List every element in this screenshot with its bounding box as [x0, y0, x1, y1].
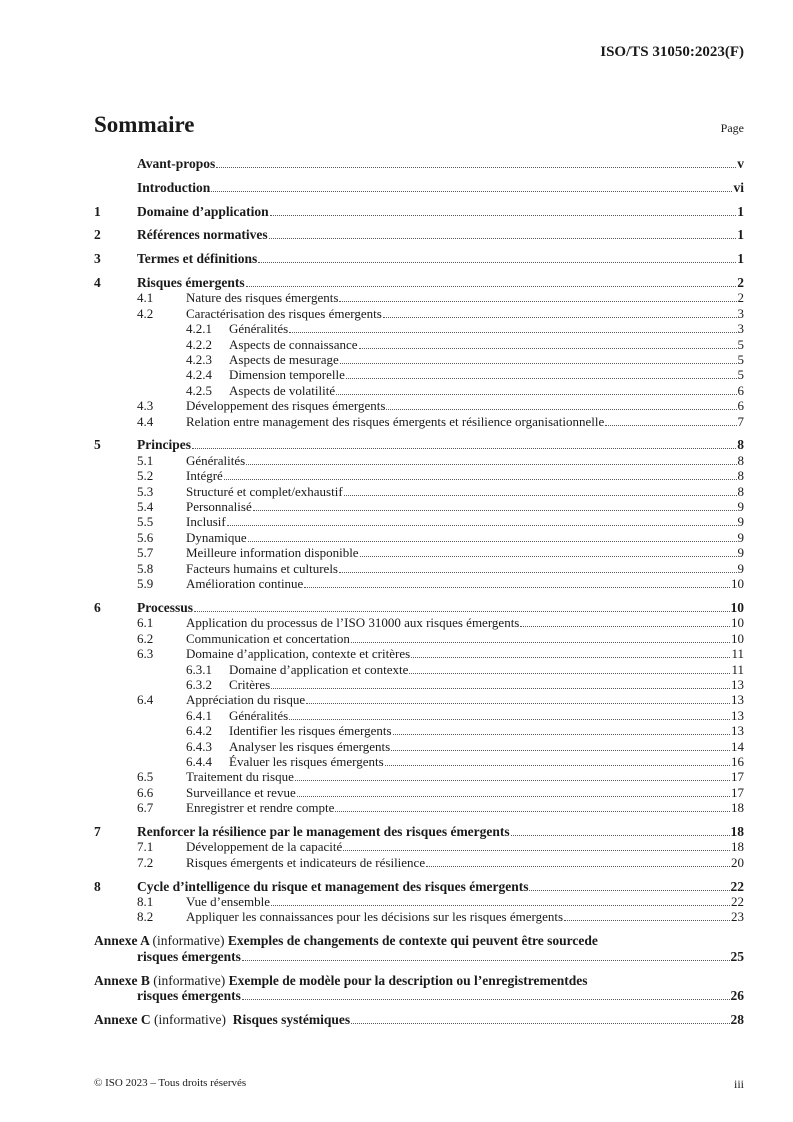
toc-entry-number: 6.2	[137, 630, 154, 646]
toc-entry-page: 3	[737, 305, 744, 321]
toc-entry-title: Facteurs humains et culturels	[186, 560, 338, 576]
toc-entry[interactable]	[94, 251, 744, 266]
annex-title: Exemples de changements de contexte qui peuvent être sourcede	[227, 933, 598, 949]
dot-leader	[297, 796, 730, 797]
toc-entry[interactable]	[94, 561, 744, 576]
dot-leader	[343, 850, 730, 851]
toc-entry-number: 7.2	[137, 854, 154, 870]
toc-entry-number: 8	[94, 878, 101, 894]
toc-entry-title: Généralités	[229, 707, 289, 723]
toc-entry[interactable]	[94, 367, 744, 382]
toc-annex-entry[interactable]	[94, 933, 744, 964]
toc-entry[interactable]	[94, 739, 744, 754]
toc-entry-title: Principes	[137, 437, 191, 453]
toc-entry-number: 5.5	[137, 514, 154, 530]
toc-annex-entry[interactable]	[94, 1012, 744, 1028]
dot-leader	[253, 510, 737, 511]
toc-entry-number: 6.6	[137, 784, 154, 800]
toc-entry-title: Aspects de connaissance	[229, 336, 358, 352]
dot-leader	[271, 688, 730, 689]
toc-entry-title: Personnalisé	[186, 499, 252, 515]
toc-entry-page: 7	[737, 413, 744, 429]
toc-entry-number: 7.1	[137, 839, 154, 855]
toc-entry[interactable]	[94, 204, 744, 219]
toc-entry-title: Risques émergents et indicateurs de résilience	[186, 854, 426, 870]
toc-entry-page: 13	[731, 723, 744, 739]
dot-leader	[306, 703, 730, 704]
copyright: © ISO 2023 – Tous droits réservés	[94, 1077, 247, 1089]
table-of-contents	[94, 156, 744, 1028]
dot-leader	[339, 572, 737, 573]
toc-entry-page: 9	[737, 499, 744, 515]
toc-entry-page: 9	[737, 560, 744, 576]
dot-leader	[227, 525, 737, 526]
toc-entry-title: Communication et concertation	[186, 630, 350, 646]
toc-entry-number: 5.4	[137, 499, 154, 515]
toc-entry[interactable]	[94, 824, 744, 839]
toc-entry-title: Appréciation du risque	[186, 692, 306, 708]
toc-entry-number: 5.1	[137, 452, 154, 468]
dot-leader	[211, 191, 732, 192]
page-number: iii	[733, 1077, 744, 1091]
toc-entry-number: 8.1	[137, 893, 154, 909]
toc-entry[interactable]	[94, 180, 744, 195]
toc-entry-title: Domaine d’application et contexte	[229, 661, 409, 677]
toc-entry-page: 18	[731, 800, 744, 816]
toc-entry-page: 8	[737, 437, 744, 453]
toc-entry-title: Analyser les risques émergents	[229, 738, 391, 754]
toc-entry-number: 4.2.5	[186, 382, 212, 398]
dot-leader	[194, 611, 730, 612]
toc-entry-number: 5.3	[137, 483, 154, 499]
toc-entry-number: 6.4	[137, 692, 154, 708]
toc-entry-title: Aspects de mesurage	[229, 352, 339, 368]
toc-entry-title: Introduction	[137, 179, 211, 195]
toc-entry-number: 4.2.2	[186, 336, 212, 352]
dot-leader	[339, 301, 736, 302]
toc-entry-number: 6.4.4	[186, 753, 212, 769]
toc-entry-number: 6.7	[137, 800, 154, 816]
dot-leader	[344, 495, 737, 496]
toc-entry-page: 3	[737, 321, 744, 337]
annex-label: Annexe B	[94, 972, 150, 988]
toc-entry-title: Évaluer les risques émergents	[229, 753, 384, 769]
toc-entry[interactable]	[94, 692, 744, 707]
toc-entry-title: Traitement du risque	[186, 769, 294, 785]
toc-entry-page: 8	[737, 452, 744, 468]
toc-entry[interactable]	[94, 227, 744, 242]
toc-entry-number: 4.2.3	[186, 352, 212, 368]
toc-entry-number: 5.7	[137, 545, 154, 561]
toc-entry-page: 10	[731, 630, 744, 646]
toc-entry-page: 17	[731, 784, 744, 800]
annex-label: Annexe C	[94, 1012, 151, 1028]
toc-entry[interactable]	[94, 414, 744, 429]
dot-leader	[351, 642, 730, 643]
dot-leader	[511, 835, 730, 836]
toc-entry-page: 2	[737, 274, 744, 290]
toc-entry-number: 4.1	[137, 290, 154, 306]
toc-entry-title: Enregistrer et rendre compte	[186, 800, 335, 816]
toc-entry[interactable]	[94, 275, 744, 290]
annex-title-cont: risques émergents	[137, 988, 241, 1004]
toc-entry[interactable]	[94, 754, 744, 769]
dot-leader	[411, 657, 730, 658]
toc-entry[interactable]	[94, 615, 744, 630]
toc-entry-title: Termes et définitions	[137, 251, 258, 267]
dot-leader	[304, 587, 730, 588]
dot-leader	[346, 378, 737, 379]
toc-entry-number: 5.8	[137, 560, 154, 576]
dot-leader	[336, 394, 736, 395]
toc-entry-title: Cycle d’intelligence du risque et management des risques émergents	[137, 878, 529, 894]
toc-entry[interactable]	[94, 576, 744, 591]
toc-entry-number: 2	[94, 227, 101, 243]
toc-entry-title: Renforcer la résilience par le management des risques émergents	[137, 823, 510, 839]
toc-entry-number: 6.5	[137, 769, 154, 785]
dot-leader	[529, 890, 729, 891]
toc-entry[interactable]	[94, 530, 744, 545]
toc-entry-page: 22	[731, 893, 744, 909]
annex-line	[94, 973, 744, 989]
toc-entry-title: Aspects de volatilité	[229, 382, 336, 398]
toc-entry-page: 5	[737, 336, 744, 352]
toc-entry-page: 11	[731, 661, 744, 677]
toc-entry-number: 6.3.2	[186, 676, 212, 692]
toc-entry-title: Caractérisation des risques émergents	[186, 305, 382, 321]
toc-entry[interactable]	[94, 855, 744, 870]
toc-entry-title: Généralités	[186, 452, 246, 468]
dot-leader	[520, 626, 730, 627]
annex-type: (informative)	[153, 972, 226, 988]
toc-entry-page: 10	[730, 599, 744, 615]
dot-leader	[295, 780, 730, 781]
annex-type: (informative)	[152, 933, 225, 949]
toc-entry[interactable]	[94, 646, 744, 661]
toc-entry-title: Dynamique	[186, 529, 247, 545]
dot-leader	[386, 409, 736, 410]
toc-entry-number: 6.4.2	[186, 723, 212, 739]
toc-entry-page: 1	[737, 251, 744, 267]
toc-entry[interactable]	[94, 545, 744, 560]
toc-entry[interactable]	[94, 484, 744, 499]
toc-entry-number: 3	[94, 251, 101, 267]
toc-entry-page: 16	[731, 753, 744, 769]
toc-entry-number: 8.2	[137, 909, 154, 925]
toc-entry[interactable]	[94, 769, 744, 784]
annex-title: Risques systémiques	[232, 1012, 351, 1028]
dot-leader	[289, 332, 736, 333]
toc-entry[interactable]	[94, 337, 744, 352]
dot-leader	[385, 765, 730, 766]
toc-entry[interactable]	[94, 514, 744, 529]
toc-entry-title: Références normatives	[137, 227, 268, 243]
toc-entry[interactable]	[94, 468, 744, 483]
annex-type: (informative)	[154, 1012, 226, 1028]
toc-entry[interactable]	[94, 398, 744, 413]
toc-entry-number: 6.4.1	[186, 707, 212, 723]
toc-entry-page: 23	[731, 909, 744, 925]
toc-entry-title: Surveillance et revue	[186, 784, 296, 800]
toc-entry[interactable]	[94, 156, 744, 171]
toc-entry-title: Appliquer les connaissances pour les décisions sur les risques émergents	[186, 909, 564, 925]
toc-entry-page: 1	[737, 203, 744, 219]
toc-entry-page: 10	[731, 576, 744, 592]
annex-line	[94, 949, 744, 965]
toc-entry-title: Critères	[229, 676, 271, 692]
toc-entry-title: Avant-propos	[137, 156, 216, 171]
annex-page: 25	[730, 948, 744, 964]
toc-entry-page: 20	[731, 854, 744, 870]
toc-entry[interactable]	[94, 306, 744, 321]
toc-entry-number: 4.4	[137, 413, 154, 429]
toc-entry-number: 6.1	[137, 615, 154, 631]
dot-leader	[224, 479, 737, 480]
toc-entry-page: 10	[731, 615, 744, 631]
toc-entry[interactable]	[94, 879, 744, 894]
dot-leader	[409, 673, 730, 674]
toc-entry-title: Dimension temporelle	[229, 367, 345, 383]
dot-leader	[246, 464, 736, 465]
toc-entry[interactable]	[94, 677, 744, 692]
toc-annex-entry[interactable]	[94, 973, 744, 1004]
dot-leader	[359, 348, 737, 349]
dot-leader	[246, 286, 737, 287]
toc-entry[interactable]	[94, 800, 744, 815]
toc-entry[interactable]	[94, 723, 744, 738]
toc-entry-title: Développement des risques émergents	[186, 398, 386, 414]
dot-leader	[360, 556, 737, 557]
toc-entry-page: 14	[731, 738, 744, 754]
toc-entry-title: Développement de la capacité	[186, 839, 343, 855]
toc-entry-page: 13	[731, 692, 744, 708]
dot-leader	[393, 734, 730, 735]
toc-entry-title: Processus	[137, 599, 193, 615]
toc-entry-page: 22	[730, 878, 744, 894]
toc-entry-title: Amélioration continue	[186, 576, 304, 592]
document-id: ISO/TS 31050:2023(F)	[600, 44, 744, 60]
dot-leader	[192, 448, 736, 449]
toc-entry-page: 9	[737, 529, 744, 545]
toc-entry-page: 5	[737, 367, 744, 383]
page-title: Sommaire	[94, 112, 195, 137]
toc-entry-number: 4.2	[137, 305, 154, 321]
toc-entry-page: 18	[731, 839, 744, 855]
dot-leader	[216, 167, 736, 168]
toc-entry-page: 8	[737, 483, 744, 499]
toc-entry-number: 5.2	[137, 468, 154, 484]
toc-entry-number: 5.6	[137, 529, 154, 545]
dot-leader	[351, 1023, 729, 1024]
toc-entry[interactable]	[94, 839, 744, 854]
dot-leader	[242, 999, 730, 1000]
toc-entry-page: 13	[731, 707, 744, 723]
toc-entry-title: Domaine d’application, contexte et critères	[186, 646, 411, 662]
toc-entry-number: 4.3	[137, 398, 154, 414]
annex-line	[94, 1012, 744, 1028]
toc-entry-page: vi	[733, 179, 744, 195]
annex-page: 28	[730, 1012, 744, 1028]
toc-entry[interactable]	[94, 499, 744, 514]
toc-entry[interactable]	[94, 321, 744, 336]
dot-leader	[426, 866, 730, 867]
toc-entry[interactable]	[94, 662, 744, 677]
toc-entry-number: 6.4.3	[186, 738, 212, 754]
toc-entry-title: Relation entre management des risques émergents et résilience organisationnelle	[186, 413, 605, 429]
toc-entry-number: 4.2.1	[186, 321, 212, 337]
dot-leader	[391, 750, 730, 751]
toc-entry[interactable]	[94, 290, 744, 305]
toc-entry-page: 9	[737, 545, 744, 561]
toc-entry-page: 8	[737, 468, 744, 484]
dot-leader	[269, 238, 737, 239]
annex-page: 26	[730, 988, 744, 1004]
toc-entry-number: 6	[94, 599, 101, 615]
toc-entry[interactable]	[94, 909, 744, 924]
toc-entry-title: Vue d’ensemble	[186, 893, 271, 909]
dot-leader	[335, 811, 730, 812]
toc-entry[interactable]	[94, 631, 744, 646]
dot-leader	[242, 960, 730, 961]
toc-entry-title: Généralités	[229, 321, 289, 337]
toc-entry-number: 5	[94, 437, 101, 453]
annex-label: Annexe A	[94, 933, 150, 949]
toc-entry[interactable]	[94, 600, 744, 615]
toc-entry-number: 6.3.1	[186, 661, 212, 677]
toc-entry[interactable]	[94, 708, 744, 723]
toc-entry[interactable]	[94, 453, 744, 468]
toc-entry-page: 13	[731, 676, 744, 692]
toc-entry[interactable]	[94, 352, 744, 367]
toc-entry-title: Identifier les risques émergents	[229, 723, 392, 739]
toc-entry-page: 1	[737, 227, 744, 243]
toc-entry-title: Intégré	[186, 468, 223, 484]
toc-entry[interactable]	[94, 785, 744, 800]
annex-title-cont: risques émergents	[137, 948, 241, 964]
dot-leader	[383, 317, 737, 318]
toc-entry-title: Nature des risques émergents	[186, 290, 339, 306]
dot-leader	[248, 541, 737, 542]
toc-entry-number: 4.2.4	[186, 367, 212, 383]
toc-entry-number: 5.9	[137, 576, 154, 592]
toc-entry-title: Structuré et complet/exhaustif	[186, 483, 343, 499]
dot-leader	[271, 905, 730, 906]
toc-entry-page: v	[737, 156, 744, 171]
toc-entry-page: 18	[730, 823, 744, 839]
dot-leader	[605, 425, 736, 426]
toc-entry-page: 6	[737, 382, 744, 398]
toc-entry-page: 2	[737, 290, 744, 306]
toc-entry-title: Inclusif	[186, 514, 226, 530]
toc-entry-title: Risques émergents	[137, 274, 245, 290]
dot-leader	[289, 719, 730, 720]
dot-leader	[340, 363, 737, 364]
dot-leader	[270, 215, 737, 216]
toc-entry-page: 9	[737, 514, 744, 530]
annex-title: Exemple de modèle pour la description ou l’enregistrementdes	[228, 972, 588, 988]
toc-entry-title: Domaine d’application	[137, 203, 269, 219]
annex-line	[94, 988, 744, 1004]
toc-entry-number: 6.3	[137, 646, 154, 662]
dot-leader	[258, 262, 736, 263]
toc-entry-page: 6	[737, 398, 744, 414]
toc-entry[interactable]	[94, 894, 744, 909]
toc-entry-title: Application du processus de l’ISO 31000 aux risques émergents	[186, 615, 520, 631]
toc-entry-page: 5	[737, 352, 744, 368]
toc-entry-number: 4	[94, 274, 101, 290]
toc-entry-number: 7	[94, 823, 101, 839]
annex-line	[94, 933, 744, 949]
page-column-label: Page	[720, 121, 744, 135]
toc-entry-page: 17	[731, 769, 744, 785]
toc-entry[interactable]	[94, 437, 744, 452]
dot-leader	[564, 920, 730, 921]
toc-entry-page: 11	[731, 646, 744, 662]
toc-entry-title: Meilleure information disponible	[186, 545, 359, 561]
toc-entry[interactable]	[94, 383, 744, 398]
toc-entry-number: 1	[94, 203, 101, 219]
